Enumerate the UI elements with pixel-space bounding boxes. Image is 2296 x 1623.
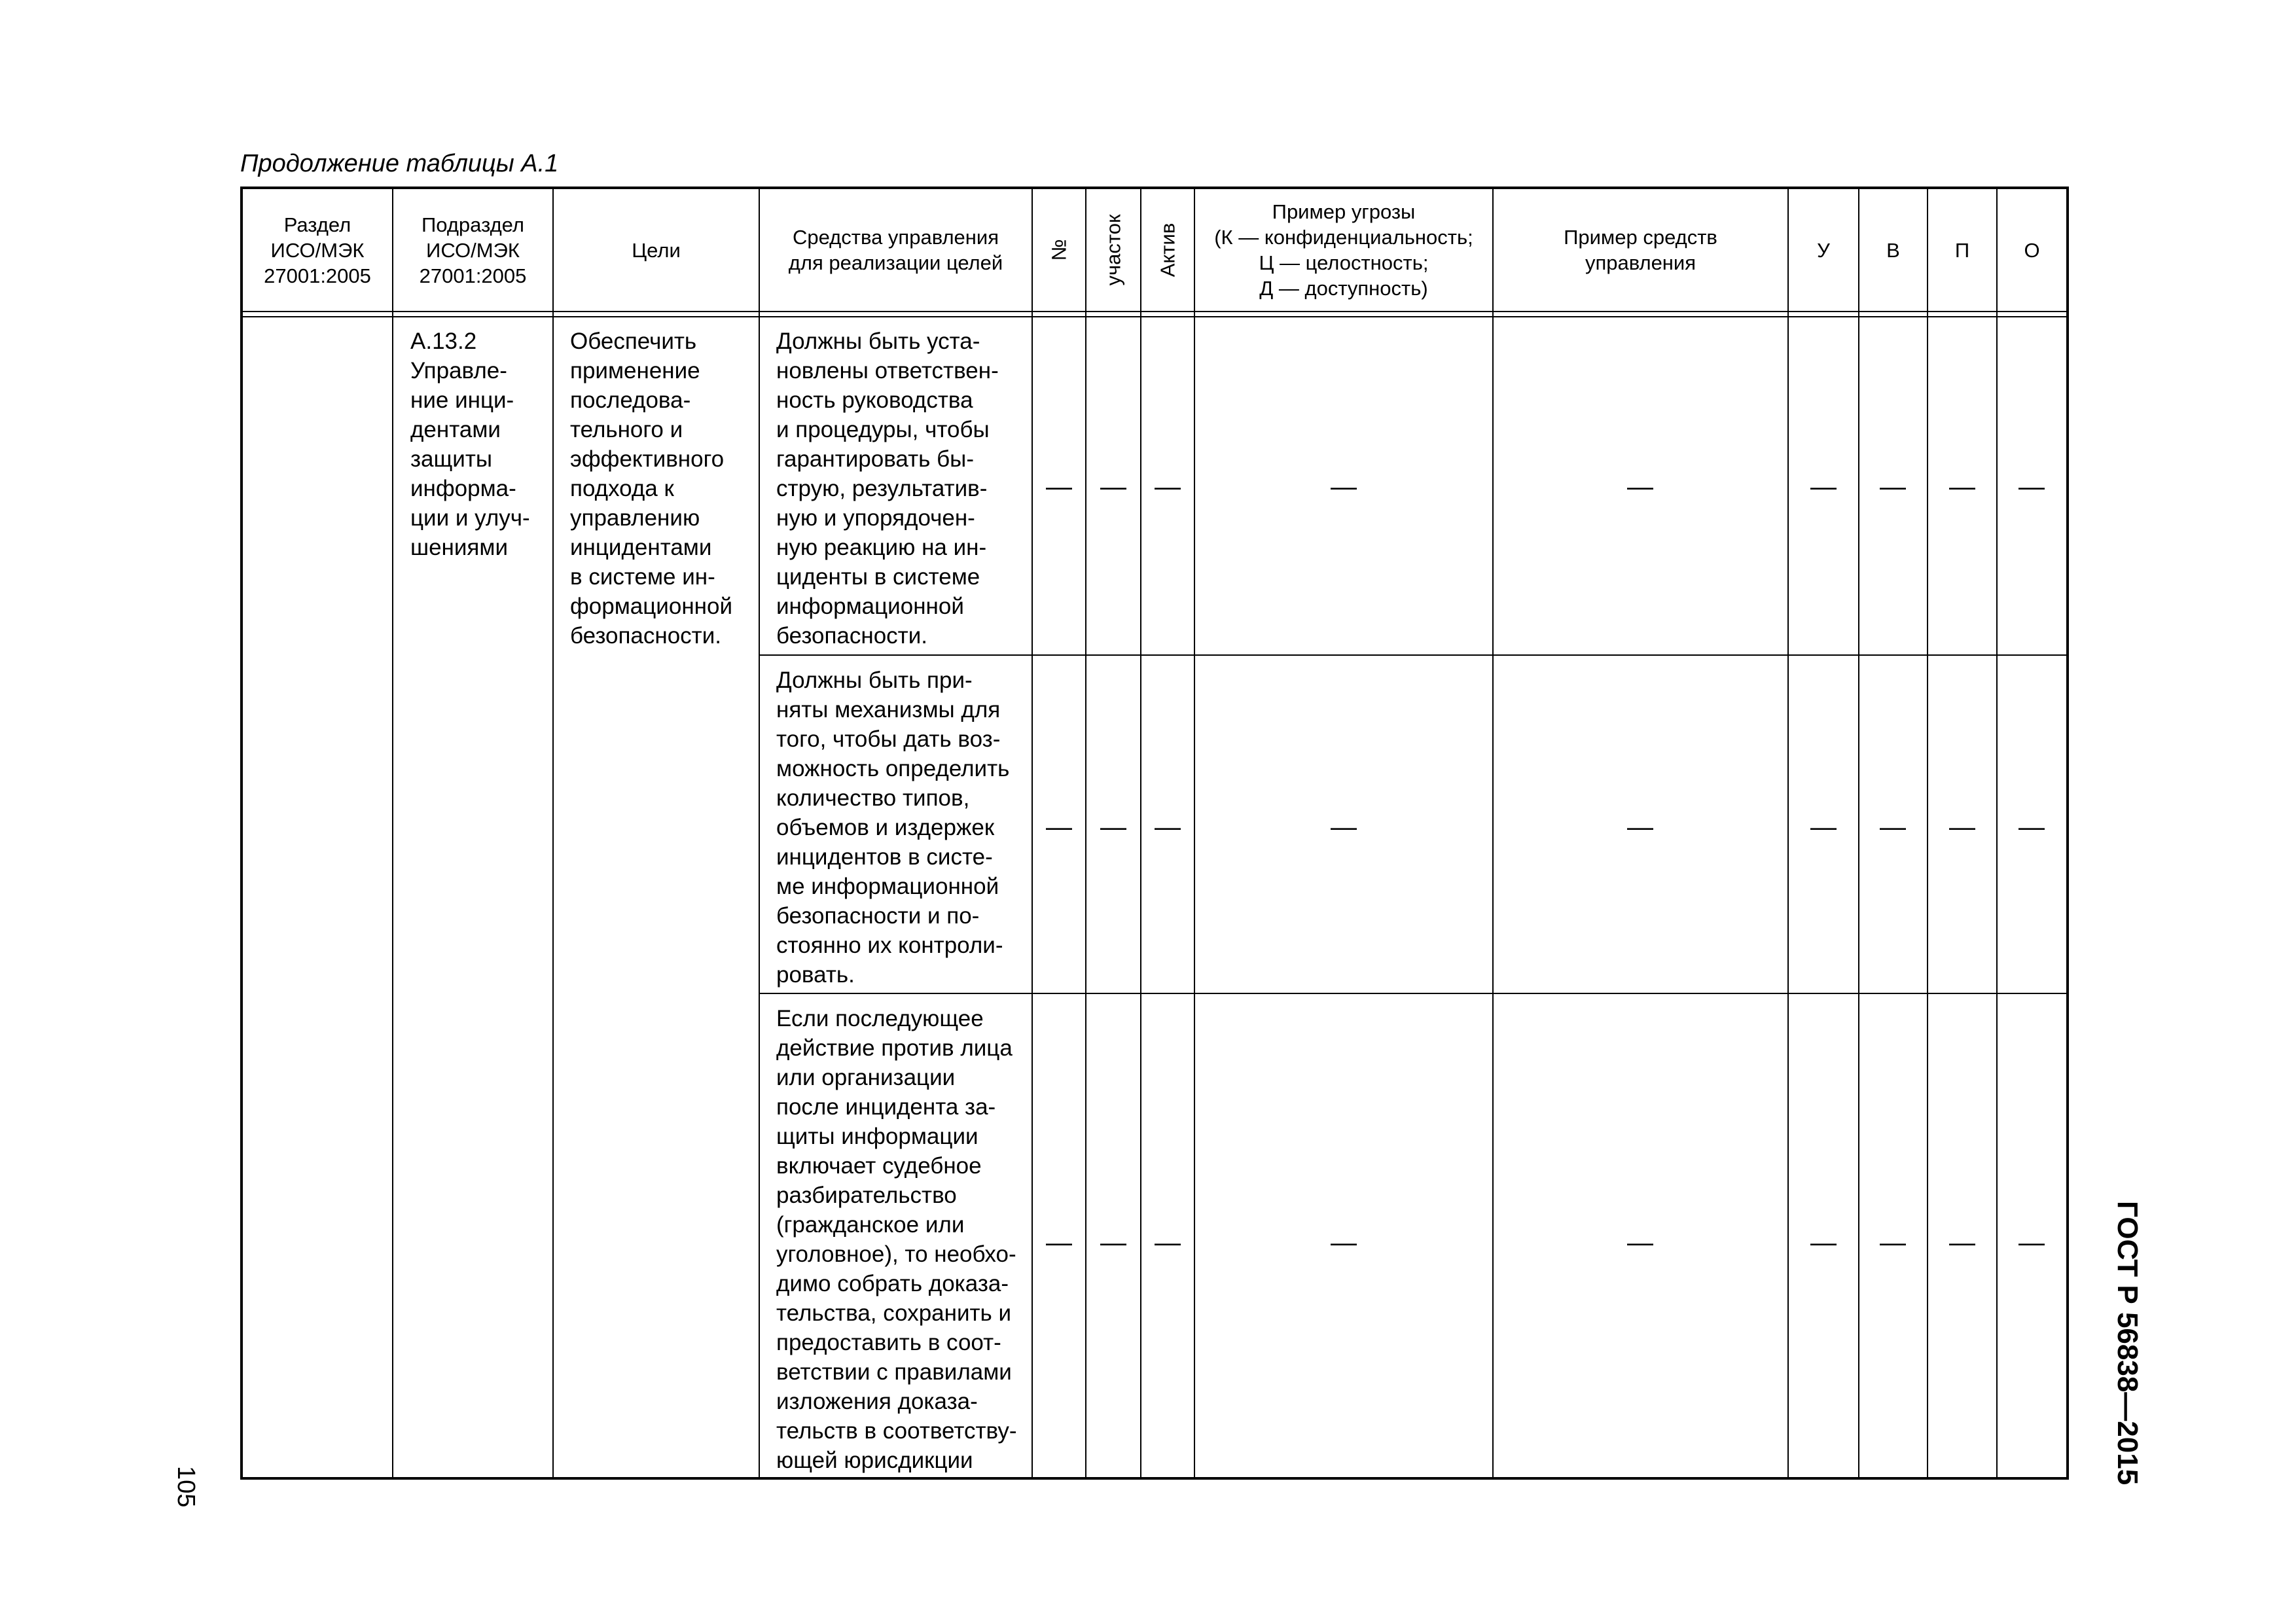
header-u: У — [1817, 238, 1830, 262]
cell-threat: — — [1331, 813, 1357, 842]
cell-p: — — [1949, 813, 1975, 842]
cell-p: — — [1949, 473, 1975, 501]
cell-asset: — — [1155, 1228, 1181, 1257]
control-cell-row-3: Если последующее действие против лица или организации после инцидента за- щиты информации включает судебное разбирательство (гражданское или уголовное), то необхо- димо собрать доказа- тельства, сохранить и предоставить в соот- ветствии с правилами изложения доказа- тельств в соответству- ющей юрисдикции — [776, 1006, 1017, 1473]
row-separator — [759, 654, 2066, 656]
grid-line — [1927, 189, 1928, 1477]
header-goals: Цели — [632, 238, 681, 262]
grid-line — [1787, 189, 1789, 1477]
header-rule — [243, 311, 2066, 312]
header-controls: Средства управления для реализации целей — [788, 226, 1003, 274]
cell-p: — — [1949, 1228, 1975, 1257]
control-cell-row-2: Должны быть при- няты механизмы для того, чтобы дать воз- можность определить количество типов, объемов и издержек инцидентов в систе- ме информационной безопасности и по- стоянно их контроли- ровать. — [776, 668, 1010, 988]
document-title-vertical: ГОСТ Р 56838—2015 — [2111, 1201, 2144, 1486]
cell-asset: — — [1155, 473, 1181, 501]
row-separator — [759, 993, 2066, 994]
header-v: В — [1886, 238, 1900, 262]
goal-cell: Обеспечить применение последова- тельного и эффективного подхода к управлению инцидентами в системе ин- формационной безопасности. — [570, 329, 732, 649]
cell-u: — — [1810, 1228, 1837, 1257]
grid-line — [1194, 189, 1195, 1477]
cell-example: — — [1627, 813, 1653, 842]
grid-line — [552, 189, 554, 1477]
table-caption: Продолжение таблицы А.1 — [240, 150, 559, 177]
header-area: участок — [1102, 214, 1125, 286]
header-threat: Пример угрозы (К — конфиденциальность; Ц — целостность; Д — доступность) — [1214, 200, 1473, 300]
header-asset: Актив — [1156, 223, 1179, 277]
cell-u: — — [1810, 813, 1837, 842]
grid-line — [1031, 189, 1033, 1477]
cell-number: — — [1046, 473, 1072, 501]
cell-o: — — [2018, 813, 2045, 842]
cell-v: — — [1880, 813, 1906, 842]
cell-threat: — — [1331, 473, 1357, 501]
cell-v: — — [1880, 1228, 1906, 1257]
cell-number: — — [1046, 1228, 1072, 1257]
header-rule — [243, 316, 2066, 317]
header-control-example: Пример средств управления — [1564, 226, 1717, 274]
control-cell-row-1: Должны быть уста- новлены ответствен- ность руководства и процедуры, чтобы гарантировать бы- струю, результатив- ную и упорядочен- ную реакцию на ин- циденты в системе информационной безопасности. — [776, 329, 999, 649]
cell-o: — — [2018, 473, 2045, 501]
grid-line — [1858, 189, 1859, 1477]
cell-v: — — [1880, 473, 1906, 501]
grid-line — [759, 189, 760, 1477]
grid-line — [1996, 189, 1998, 1477]
cell-example: — — [1627, 473, 1653, 501]
header-o: О — [2024, 238, 2040, 262]
cell-area: — — [1100, 813, 1126, 842]
page-number: 105 — [172, 1466, 200, 1508]
grid-line — [1140, 189, 1141, 1477]
cell-threat: — — [1331, 1228, 1357, 1257]
cell-asset: — — [1155, 813, 1181, 842]
cell-o: — — [2018, 1228, 2045, 1257]
cell-area: — — [1100, 1228, 1126, 1257]
cell-example: — — [1627, 1228, 1653, 1257]
grid-line — [392, 189, 393, 1477]
cell-number: — — [1046, 813, 1072, 842]
subsection-cell: А.13.2 Управле- ние инци- дентами защиты информа- ции и улуч- шениями — [410, 329, 530, 560]
grid-line — [1085, 189, 1086, 1477]
grid-line — [1492, 189, 1494, 1477]
header-section: Раздел ИСО/МЭК 27001:2005 — [264, 213, 371, 287]
cell-u: — — [1810, 473, 1837, 501]
header-p: П — [1954, 238, 1970, 262]
cell-area: — — [1100, 473, 1126, 501]
header-number: № — [1047, 239, 1071, 261]
table-a1 — [240, 187, 2069, 1480]
header-subsection: Подраздел ИСО/МЭК 27001:2005 — [419, 213, 527, 287]
